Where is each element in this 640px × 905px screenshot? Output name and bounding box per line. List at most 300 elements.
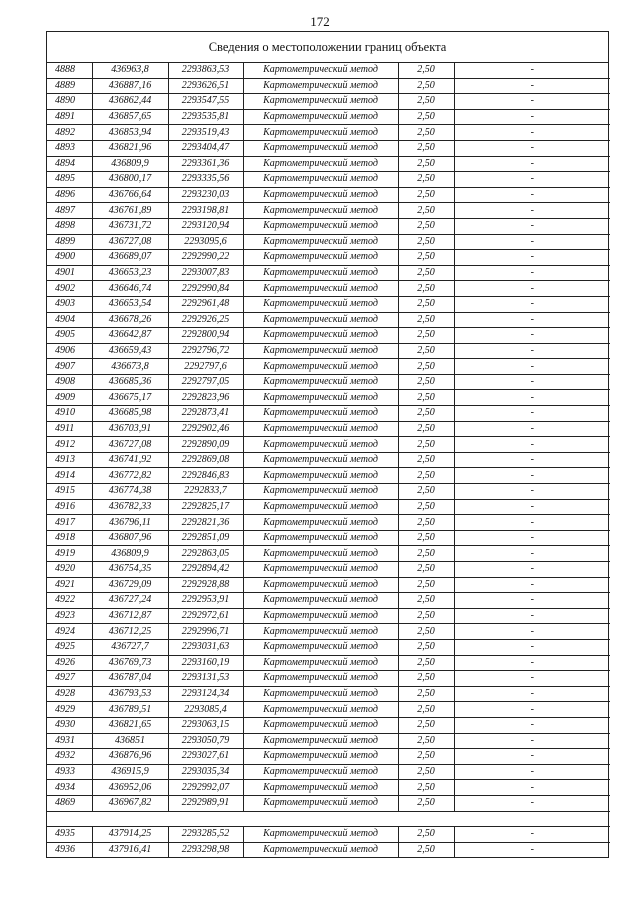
y-coordinate-cell: 2292972,61: [168, 608, 243, 624]
precision-cell: 2,50: [398, 63, 454, 78]
table-row: [47, 452, 610, 468]
precision-cell: 2,50: [398, 140, 454, 156]
description-cell: -: [454, 312, 610, 328]
table-row: [47, 172, 610, 188]
y-coordinate-cell: 2293335,56: [168, 172, 243, 188]
point-number-cell: 4918: [47, 530, 92, 546]
point-number-cell: 4900: [47, 250, 92, 266]
method-cell: Картометрический метод: [243, 125, 398, 141]
method-cell: Картометрический метод: [243, 172, 398, 188]
x-coordinate-cell: 436727,7: [92, 639, 168, 655]
precision-cell: 2,50: [398, 218, 454, 234]
x-coordinate-cell: 436789,51: [92, 702, 168, 718]
description-cell: -: [454, 827, 610, 843]
point-number-cell: 4919: [47, 546, 92, 562]
y-coordinate-cell: 2293547,55: [168, 94, 243, 110]
point-number-cell: 4928: [47, 686, 92, 702]
method-cell: Картометрический метод: [243, 639, 398, 655]
description-cell: -: [454, 296, 610, 312]
point-number-cell: 4898: [47, 218, 92, 234]
y-coordinate-cell: 2292797,6: [168, 359, 243, 375]
description-cell: -: [454, 842, 610, 857]
y-coordinate-cell: 2293031,63: [168, 639, 243, 655]
precision-cell: 2,50: [398, 468, 454, 484]
point-number-cell: 4920: [47, 562, 92, 578]
table-row: [47, 312, 610, 328]
method-cell: Картометрический метод: [243, 374, 398, 390]
method-cell: Картометрический метод: [243, 109, 398, 125]
table-row: [47, 827, 610, 843]
description-cell: -: [454, 655, 610, 671]
x-coordinate-cell: 436731,72: [92, 218, 168, 234]
point-number-cell: 4901: [47, 265, 92, 281]
point-number-cell: 4909: [47, 390, 92, 406]
point-number-cell: 4917: [47, 515, 92, 531]
y-coordinate-cell: 2293160,19: [168, 655, 243, 671]
description-cell: -: [454, 624, 610, 640]
x-coordinate-cell: 436685,36: [92, 374, 168, 390]
table-row: [47, 733, 610, 749]
x-coordinate-cell: 437914,25: [92, 827, 168, 843]
description-cell: -: [454, 328, 610, 344]
y-coordinate-cell: 2293535,81: [168, 109, 243, 125]
point-number-cell: 4930: [47, 717, 92, 733]
y-coordinate-cell: 2293285,52: [168, 827, 243, 843]
y-coordinate-cell: 2293298,98: [168, 842, 243, 857]
x-coordinate-cell: 436642,87: [92, 328, 168, 344]
table-row: [47, 639, 610, 655]
point-number-cell: 4912: [47, 437, 92, 453]
table-title: Сведения о местоположении границ объекта: [47, 32, 608, 63]
description-cell: -: [454, 717, 610, 733]
precision-cell: 2,50: [398, 234, 454, 250]
description-cell: -: [454, 702, 610, 718]
description-cell: -: [454, 780, 610, 796]
precision-cell: 2,50: [398, 406, 454, 422]
x-coordinate-cell: 436774,38: [92, 484, 168, 500]
x-coordinate-cell: 436727,24: [92, 593, 168, 609]
y-coordinate-cell: 2292953,91: [168, 593, 243, 609]
table-row: [47, 437, 610, 453]
x-coordinate-cell: 436807,96: [92, 530, 168, 546]
method-cell: Картометрический метод: [243, 390, 398, 406]
table-row: [47, 624, 610, 640]
precision-cell: 2,50: [398, 265, 454, 281]
description-cell: -: [454, 218, 610, 234]
y-coordinate-cell: 2292926,25: [168, 312, 243, 328]
x-coordinate-cell: 436729,09: [92, 577, 168, 593]
point-number-cell: 4922: [47, 593, 92, 609]
x-coordinate-cell: 436675,17: [92, 390, 168, 406]
precision-cell: 2,50: [398, 608, 454, 624]
y-coordinate-cell: 2292992,07: [168, 780, 243, 796]
method-cell: Картометрический метод: [243, 795, 398, 811]
method-cell: Картометрический метод: [243, 562, 398, 578]
point-number-cell: 4932: [47, 749, 92, 765]
precision-cell: 2,50: [398, 281, 454, 297]
table-row: [47, 281, 610, 297]
description-cell: -: [454, 343, 610, 359]
point-number-cell: 4908: [47, 374, 92, 390]
table-row: [47, 593, 610, 609]
x-coordinate-cell: 436821,65: [92, 717, 168, 733]
table-row: [47, 406, 610, 422]
method-cell: Картометрический метод: [243, 593, 398, 609]
x-coordinate-cell: 436967,82: [92, 795, 168, 811]
table-row: [47, 562, 610, 578]
table-row: [47, 374, 610, 390]
point-number-cell: 4921: [47, 577, 92, 593]
y-coordinate-cell: 2292990,84: [168, 281, 243, 297]
point-number-cell: 4889: [47, 78, 92, 94]
table-row: [47, 764, 610, 780]
y-coordinate-cell: 2292902,46: [168, 421, 243, 437]
precision-cell: 2,50: [398, 686, 454, 702]
y-coordinate-cell: 2292821,36: [168, 515, 243, 531]
precision-cell: 2,50: [398, 671, 454, 687]
method-cell: Картометрический метод: [243, 546, 398, 562]
table-row: [47, 140, 610, 156]
point-number-cell: 4893: [47, 140, 92, 156]
precision-cell: 2,50: [398, 296, 454, 312]
precision-cell: 2,50: [398, 328, 454, 344]
point-number-cell: 4905: [47, 328, 92, 344]
table-row: [47, 250, 610, 266]
x-coordinate-cell: 436887,16: [92, 78, 168, 94]
precision-cell: 2,50: [398, 156, 454, 172]
method-cell: Картометрический метод: [243, 702, 398, 718]
description-cell: -: [454, 437, 610, 453]
x-coordinate-cell: 436821,96: [92, 140, 168, 156]
precision-cell: 2,50: [398, 421, 454, 437]
precision-cell: 2,50: [398, 546, 454, 562]
x-coordinate-cell: 436809,9: [92, 546, 168, 562]
x-coordinate-cell: 436963,8: [92, 63, 168, 78]
x-coordinate-cell: 436659,43: [92, 343, 168, 359]
precision-cell: 2,50: [398, 250, 454, 266]
description-cell: -: [454, 265, 610, 281]
table-row: [47, 671, 610, 687]
method-cell: Картометрический метод: [243, 468, 398, 484]
y-coordinate-cell: 2293361,36: [168, 156, 243, 172]
y-coordinate-cell: 2293863,53: [168, 63, 243, 78]
x-coordinate-cell: 436685,98: [92, 406, 168, 422]
method-cell: Картометрический метод: [243, 437, 398, 453]
table-row: [47, 842, 610, 857]
y-coordinate-cell: 2292928,88: [168, 577, 243, 593]
point-number-cell: 4914: [47, 468, 92, 484]
method-cell: Картометрический метод: [243, 827, 398, 843]
table-row: [47, 156, 610, 172]
method-cell: Картометрический метод: [243, 780, 398, 796]
precision-cell: 2,50: [398, 172, 454, 188]
precision-cell: 2,50: [398, 94, 454, 110]
description-cell: -: [454, 203, 610, 219]
precision-cell: 2,50: [398, 359, 454, 375]
x-coordinate-cell: 436800,17: [92, 172, 168, 188]
method-cell: Картометрический метод: [243, 577, 398, 593]
description-cell: -: [454, 499, 610, 515]
x-coordinate-cell: 437916,41: [92, 842, 168, 857]
y-coordinate-cell: 2292873,41: [168, 406, 243, 422]
method-cell: Картометрический метод: [243, 624, 398, 640]
precision-cell: 2,50: [398, 842, 454, 857]
method-cell: Картометрический метод: [243, 686, 398, 702]
table-row: [47, 94, 610, 110]
method-cell: Картометрический метод: [243, 140, 398, 156]
method-cell: Картометрический метод: [243, 655, 398, 671]
precision-cell: 2,50: [398, 624, 454, 640]
method-cell: Картометрический метод: [243, 764, 398, 780]
method-cell: Картометрический метод: [243, 530, 398, 546]
point-number-cell: 4902: [47, 281, 92, 297]
precision-cell: 2,50: [398, 203, 454, 219]
description-cell: -: [454, 484, 610, 500]
table-row: [47, 421, 610, 437]
method-cell: Картометрический метод: [243, 234, 398, 250]
y-coordinate-cell: 2292846,83: [168, 468, 243, 484]
precision-cell: 2,50: [398, 499, 454, 515]
description-cell: -: [454, 686, 610, 702]
y-coordinate-cell: 2292851,09: [168, 530, 243, 546]
point-number-cell: 4925: [47, 639, 92, 655]
point-number-cell: 4896: [47, 187, 92, 203]
table-row: [47, 390, 610, 406]
table-row: [47, 328, 610, 344]
table-row: [47, 546, 610, 562]
table-row: [47, 187, 610, 203]
x-coordinate-cell: 436851: [92, 733, 168, 749]
table-row: [47, 484, 610, 500]
precision-cell: 2,50: [398, 795, 454, 811]
table-row: [47, 468, 610, 484]
description-cell: -: [454, 63, 610, 78]
y-coordinate-cell: 2292890,09: [168, 437, 243, 453]
method-cell: Картометрический метод: [243, 218, 398, 234]
point-number-cell: 4935: [47, 827, 92, 843]
description-cell: -: [454, 608, 610, 624]
table-row: [47, 234, 610, 250]
table-row: [47, 265, 610, 281]
table-row: [47, 608, 610, 624]
precision-cell: 2,50: [398, 764, 454, 780]
x-coordinate-cell: 436793,53: [92, 686, 168, 702]
table-row: [47, 795, 610, 811]
table-row: [47, 78, 610, 94]
table-row: [47, 515, 610, 531]
x-coordinate-cell: 436727,08: [92, 234, 168, 250]
description-cell: -: [454, 515, 610, 531]
y-coordinate-cell: 2293095,6: [168, 234, 243, 250]
x-coordinate-cell: 436769,73: [92, 655, 168, 671]
y-coordinate-cell: 2293124,34: [168, 686, 243, 702]
point-number-cell: 4923: [47, 608, 92, 624]
precision-cell: 2,50: [398, 125, 454, 141]
x-coordinate-cell: 436646,74: [92, 281, 168, 297]
y-coordinate-cell: 2292833,7: [168, 484, 243, 500]
point-number-cell: 4926: [47, 655, 92, 671]
description-cell: -: [454, 530, 610, 546]
coordinates-rows: [47, 63, 610, 811]
method-cell: Картометрический метод: [243, 717, 398, 733]
point-number-cell: 4897: [47, 203, 92, 219]
description-cell: -: [454, 172, 610, 188]
method-cell: Картометрический метод: [243, 608, 398, 624]
description-cell: -: [454, 78, 610, 94]
point-number-cell: 4899: [47, 234, 92, 250]
description-cell: -: [454, 452, 610, 468]
point-number-cell: 4907: [47, 359, 92, 375]
y-coordinate-cell: 2292823,96: [168, 390, 243, 406]
y-coordinate-cell: 2293404,47: [168, 140, 243, 156]
table-row: [47, 717, 610, 733]
precision-cell: 2,50: [398, 343, 454, 359]
precision-cell: 2,50: [398, 390, 454, 406]
description-cell: -: [454, 281, 610, 297]
description-cell: -: [454, 250, 610, 266]
table-row: [47, 577, 610, 593]
point-number-cell: 4869: [47, 795, 92, 811]
method-cell: Картометрический метод: [243, 94, 398, 110]
method-cell: Картометрический метод: [243, 312, 398, 328]
point-number-cell: 4903: [47, 296, 92, 312]
x-coordinate-cell: 436766,64: [92, 187, 168, 203]
description-cell: -: [454, 577, 610, 593]
coordinates-sheet: [46, 31, 609, 858]
description-cell: -: [454, 390, 610, 406]
point-number-cell: 4910: [47, 406, 92, 422]
point-number-cell: 4895: [47, 172, 92, 188]
y-coordinate-cell: 2293230,03: [168, 187, 243, 203]
description-cell: -: [454, 94, 610, 110]
y-coordinate-cell: 2292796,72: [168, 343, 243, 359]
x-coordinate-cell: 436862,44: [92, 94, 168, 110]
x-coordinate-cell: 436952,06: [92, 780, 168, 796]
x-coordinate-cell: 436727,08: [92, 437, 168, 453]
y-coordinate-cell: 2293085,4: [168, 702, 243, 718]
x-coordinate-cell: 436653,54: [92, 296, 168, 312]
method-cell: Картометрический метод: [243, 265, 398, 281]
x-coordinate-cell: 436761,89: [92, 203, 168, 219]
description-cell: -: [454, 546, 610, 562]
x-coordinate-cell: 436754,35: [92, 562, 168, 578]
method-cell: Картометрический метод: [243, 749, 398, 765]
table-row: [47, 530, 610, 546]
precision-cell: 2,50: [398, 452, 454, 468]
point-number-cell: 4888: [47, 63, 92, 78]
point-number-cell: 4892: [47, 125, 92, 141]
method-cell: Картометрический метод: [243, 250, 398, 266]
x-coordinate-cell: 436712,87: [92, 608, 168, 624]
description-cell: -: [454, 639, 610, 655]
precision-cell: 2,50: [398, 515, 454, 531]
description-cell: -: [454, 109, 610, 125]
table-row: [47, 655, 610, 671]
description-cell: -: [454, 421, 610, 437]
table-row: [47, 359, 610, 375]
x-coordinate-cell: 436787,04: [92, 671, 168, 687]
y-coordinate-cell: 2292996,71: [168, 624, 243, 640]
method-cell: Картометрический метод: [243, 328, 398, 344]
point-number-cell: 4890: [47, 94, 92, 110]
coordinates-table: [47, 63, 610, 857]
precision-cell: 2,50: [398, 374, 454, 390]
x-coordinate-cell: 436689,07: [92, 250, 168, 266]
point-number-cell: 4936: [47, 842, 92, 857]
y-coordinate-cell: 2293198,81: [168, 203, 243, 219]
precision-cell: 2,50: [398, 530, 454, 546]
method-cell: Картометрический метод: [243, 156, 398, 172]
point-number-cell: 4927: [47, 671, 92, 687]
coordinates-rows-after-gap: [47, 827, 610, 858]
method-cell: Картометрический метод: [243, 78, 398, 94]
method-cell: Картометрический метод: [243, 296, 398, 312]
point-number-cell: 4916: [47, 499, 92, 515]
table-row: [47, 780, 610, 796]
x-coordinate-cell: 436712,25: [92, 624, 168, 640]
table-row: [47, 109, 610, 125]
precision-cell: 2,50: [398, 78, 454, 94]
gap-cell: [47, 811, 610, 827]
precision-cell: 2,50: [398, 187, 454, 203]
x-coordinate-cell: 436772,82: [92, 468, 168, 484]
y-coordinate-cell: 2292863,05: [168, 546, 243, 562]
y-coordinate-cell: 2293131,53: [168, 671, 243, 687]
table-row: [47, 749, 610, 765]
description-cell: -: [454, 468, 610, 484]
y-coordinate-cell: 2292800,94: [168, 328, 243, 344]
precision-cell: 2,50: [398, 655, 454, 671]
y-coordinate-cell: 2293063,15: [168, 717, 243, 733]
description-cell: -: [454, 733, 610, 749]
description-cell: -: [454, 795, 610, 811]
y-coordinate-cell: 2292961,48: [168, 296, 243, 312]
description-cell: -: [454, 140, 610, 156]
x-coordinate-cell: 436796,11: [92, 515, 168, 531]
precision-cell: 2,50: [398, 577, 454, 593]
method-cell: Картометрический метод: [243, 203, 398, 219]
table-row: [47, 702, 610, 718]
table-row: [47, 499, 610, 515]
page-number: 172: [310, 14, 330, 29]
description-cell: -: [454, 374, 610, 390]
point-number-cell: 4894: [47, 156, 92, 172]
y-coordinate-cell: 2293007,83: [168, 265, 243, 281]
y-coordinate-cell: 2293027,61: [168, 749, 243, 765]
x-coordinate-cell: 436876,96: [92, 749, 168, 765]
x-coordinate-cell: 436915,9: [92, 764, 168, 780]
x-coordinate-cell: 436741,92: [92, 452, 168, 468]
table-row: [47, 296, 610, 312]
precision-cell: 2,50: [398, 749, 454, 765]
description-cell: -: [454, 156, 610, 172]
y-coordinate-cell: 2293120,94: [168, 218, 243, 234]
table-row: [47, 218, 610, 234]
precision-cell: 2,50: [398, 437, 454, 453]
method-cell: Картометрический метод: [243, 63, 398, 78]
point-number-cell: 4933: [47, 764, 92, 780]
point-number-cell: 4911: [47, 421, 92, 437]
method-cell: Картометрический метод: [243, 343, 398, 359]
x-coordinate-cell: 436673,8: [92, 359, 168, 375]
x-coordinate-cell: 436853,94: [92, 125, 168, 141]
description-cell: -: [454, 125, 610, 141]
description-cell: -: [454, 562, 610, 578]
y-coordinate-cell: 2292825,17: [168, 499, 243, 515]
x-coordinate-cell: 436653,23: [92, 265, 168, 281]
precision-cell: 2,50: [398, 593, 454, 609]
description-cell: -: [454, 671, 610, 687]
